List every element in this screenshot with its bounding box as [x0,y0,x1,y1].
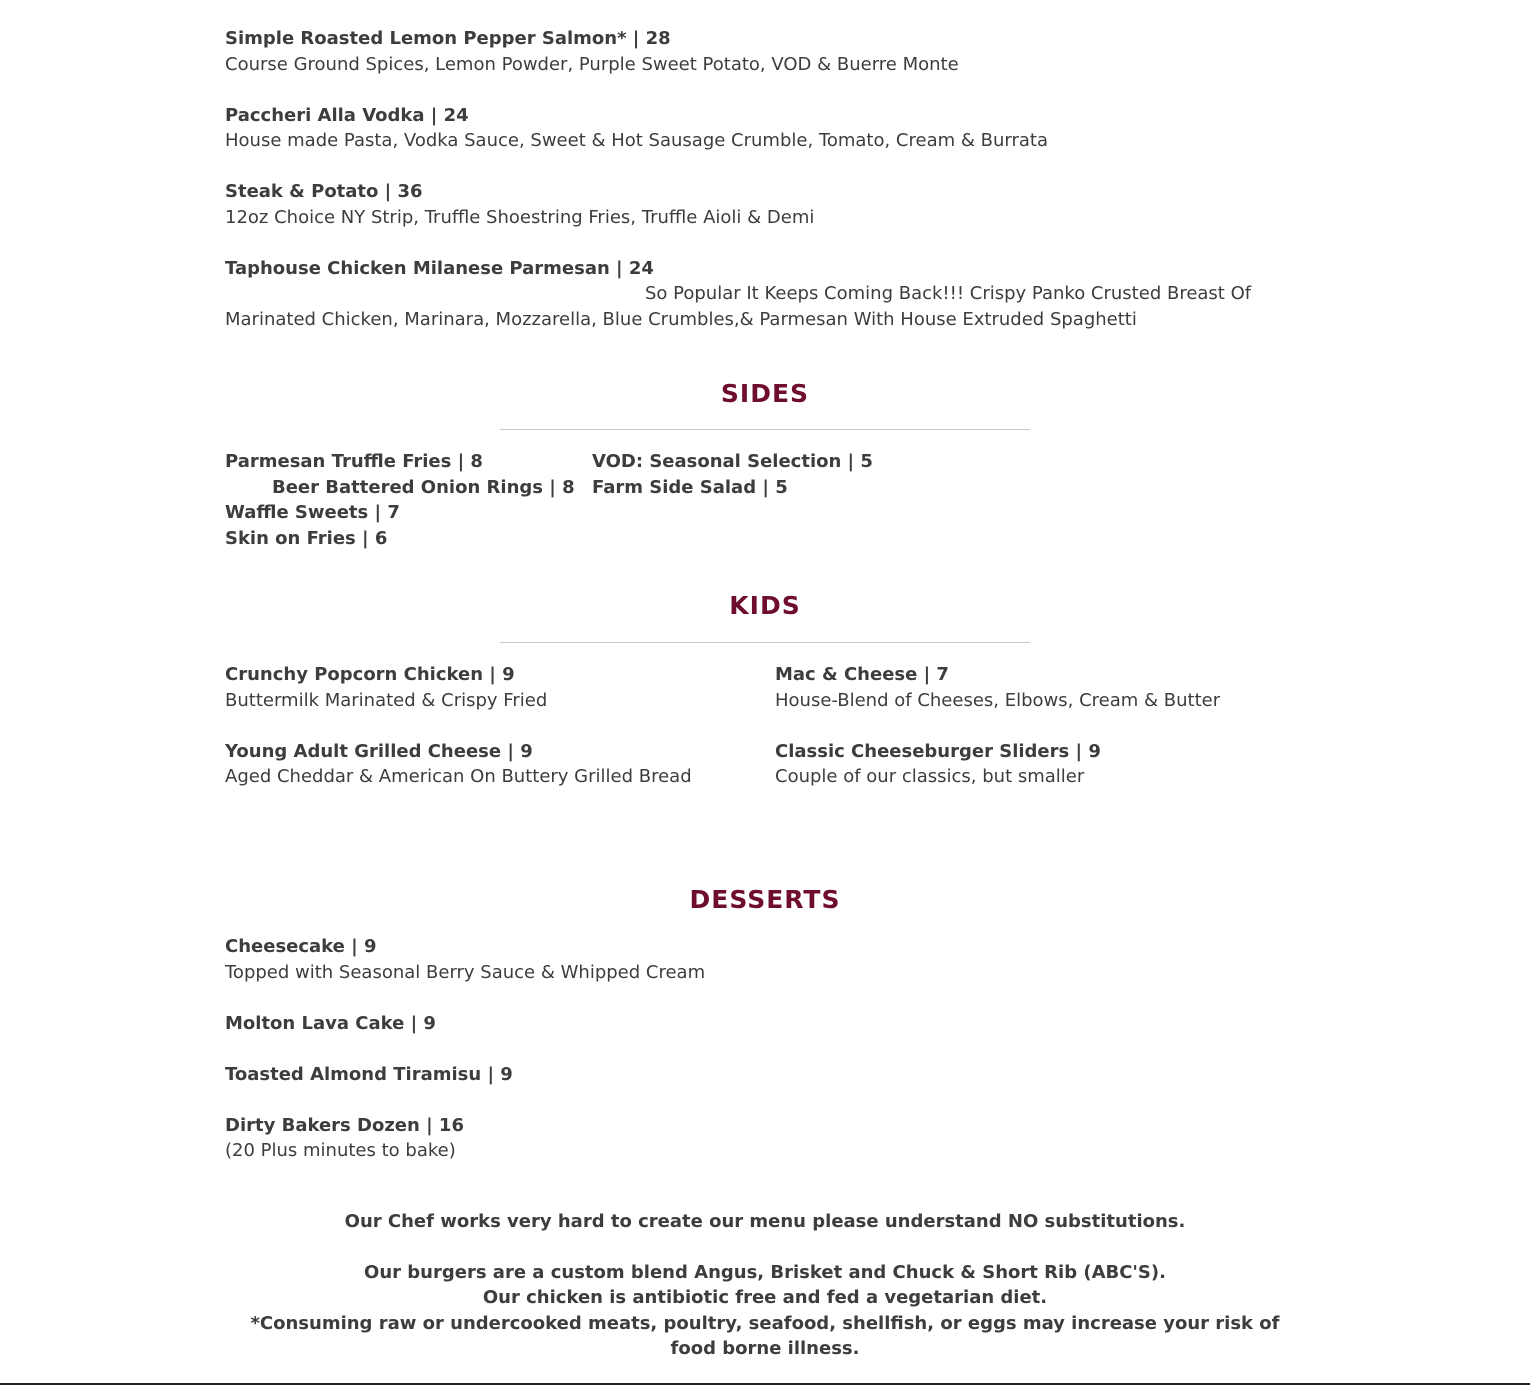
menu-item [225,739,765,790]
consumption-warning: *Consuming raw or undercooked meats, poultry, seafood, shellfish, or eggs may increase your risk of food borne illness. [250,1312,1280,1359]
menu-page [225,26,1305,1362]
substitutions-note: Our Chef works very hard to create our menu please understand NO substitutions. [344,1210,1186,1232]
item-name: Molton Lava Cake | 9 [225,1012,436,1034]
menu-item [225,1011,1305,1037]
sides-section [225,449,1305,559]
burgers-note: Our burgers are a custom blend Angus, Brisket and Chuck & Short Rib (ABC'S). [364,1261,1166,1283]
side-item: Parmesan Truffle Fries | 8 [225,451,483,472]
item-description: So Popular It Keeps Coming Back!!! Crispy Panko Crusted Breast Of Marinated Chicken, Marinara, Mozzarella, Blue Crumbles,& Parmesan With House Extruded Spaghetti [225,283,1252,330]
desserts-section [225,934,1305,1164]
menu-notes [225,1209,1305,1362]
side-item: Farm Side Salad | 5 [592,476,788,498]
menu-item [775,662,1315,713]
item-name: Dirty Bakers Dozen | 16 [225,1114,464,1136]
kids-left-column [225,662,765,790]
sides-heading: SIDES [720,379,810,408]
item-description: House-Blend of Cheeses, Elbows, Cream & Butter [775,689,1221,711]
sides-left-column [225,449,575,551]
item-name: Simple Roasted Lemon Pepper Salmon* | 28 [225,28,671,49]
item-name: Toasted Almond Tiramisu | 9 [225,1063,513,1085]
menu-item [225,662,765,713]
item-description: 12oz Choice NY Strip, Truffle Shoestring Fries, Truffle Aioli & Demi [225,206,815,228]
item-description: House made Pasta, Vodka Sauce, Sweet & Hot Sausage Crumble, Tomato, Cream & Burrata [225,130,1048,151]
menu-item [775,739,1315,790]
desserts-heading: DESSERTS [689,885,841,914]
kids-section [225,662,1305,792]
item-name: Cheesecake | 9 [225,936,377,957]
menu-item [225,1113,1305,1164]
chicken-note: Our chicken is antibiotic free and fed a vegetarian diet. [482,1287,1048,1308]
side-item: Waffle Sweets | 7 [225,502,400,523]
item-description: Aged Cheddar & American On Buttery Grilled Bread [225,766,692,787]
menu-item [225,26,1305,77]
item-description: Topped with Seasonal Berry Sauce & Whipped Cream [225,961,706,983]
kids-heading: KIDS [729,591,801,620]
menu-item [225,179,1305,230]
menu-item [225,934,1305,985]
item-description: Couple of our classics, but smaller [775,766,1085,787]
item-name: Paccheri Alla Vodka | 24 [225,104,469,126]
item-name: Taphouse Chicken Milanese Parmesan | 24 [225,257,654,279]
item-description: Course Ground Spices, Lemon Powder, Purple Sweet Potato, VOD & Buerre Monte [225,53,959,75]
entrees-section [225,26,1305,332]
item-name: Steak & Potato | 36 [225,181,423,202]
item-description: Buttermilk Marinated & Crispy Fried [225,689,548,711]
item-description: (20 Plus minutes to bake) [225,1140,456,1161]
side-item: Beer Battered Onion Rings | 8 [272,476,575,498]
side-item: VOD: Seasonal Selection | 5 [592,451,873,472]
side-item: Skin on Fries | 6 [225,527,388,549]
item-name: Classic Cheeseburger Sliders | 9 [775,740,1101,762]
item-name: Crunchy Popcorn Chicken | 9 [225,664,515,685]
sides-right-column [592,449,873,500]
item-name: Young Adult Grilled Cheese | 9 [225,740,533,762]
menu-item [225,256,1305,333]
kids-right-column [775,662,1315,790]
menu-item [225,1062,1305,1088]
item-name: Mac & Cheese | 7 [775,664,949,685]
menu-item [225,103,1305,154]
